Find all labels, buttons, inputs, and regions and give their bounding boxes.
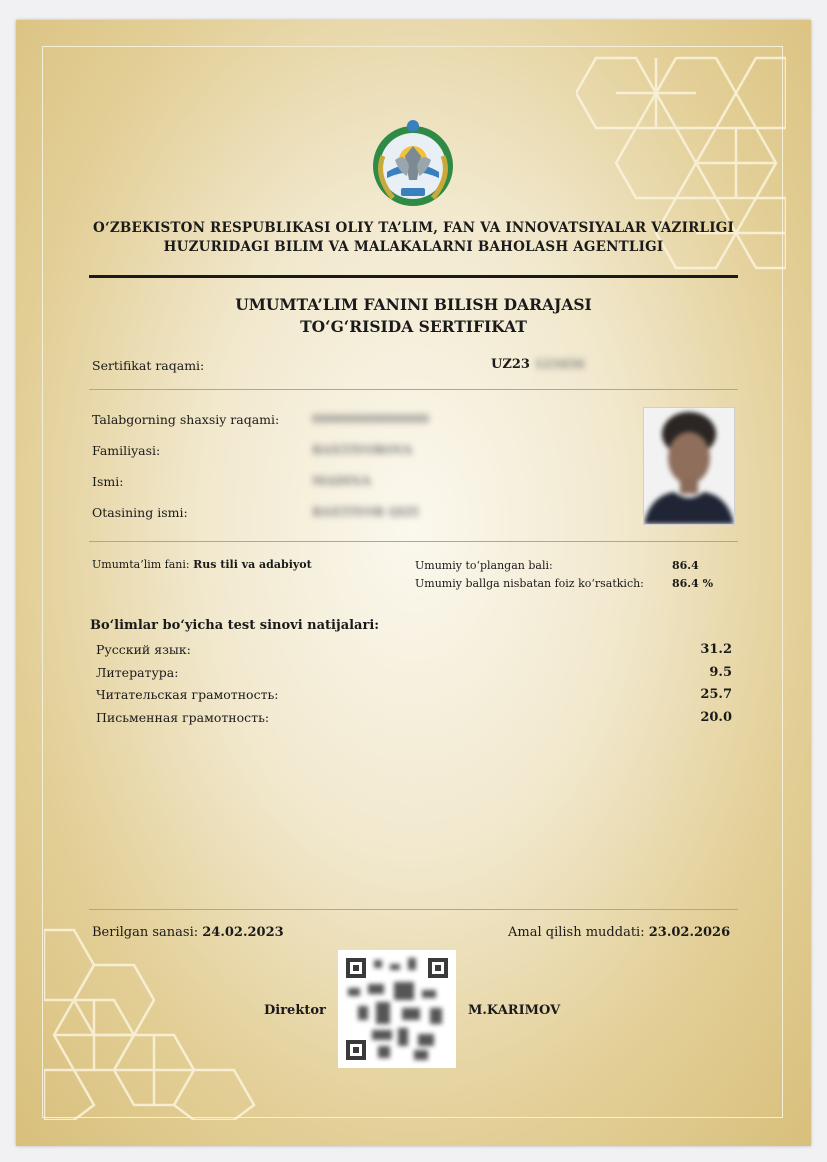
divider bbox=[89, 541, 738, 542]
issue-date bbox=[92, 925, 284, 940]
personal-id-label: Talabgorning shaxsiy raqami: bbox=[92, 412, 280, 427]
result-row-score: 25.7 bbox=[700, 687, 732, 702]
certificate-title-line-1: UMUMTA’LIM FANINI BILISH DARAJASI bbox=[235, 295, 592, 314]
first-name-value: MADINA bbox=[312, 474, 371, 488]
issue-date-label: Berilgan sanasi: bbox=[92, 925, 199, 940]
total-score-label: Umumiy to‘plangan bali: bbox=[415, 559, 553, 572]
subject-row bbox=[92, 558, 312, 571]
certificate-number-value: UZ23 bbox=[491, 357, 530, 372]
surname-label: Familiyasi: bbox=[92, 443, 161, 458]
subject-label: Umumta’lim fani: bbox=[92, 558, 190, 571]
percent-label: Umumiy ballga nisbatan foiz ko‘rsatkich: bbox=[415, 577, 644, 590]
certificate-title-line-2: TO‘G‘RISIDA SERTIFIKAT bbox=[300, 317, 527, 336]
ministry-line-1: O‘ZBEKISTON RESPUBLIKASI OLIY TA’LIM, FAN VA INNOVATSIYALAR VAZIRLIGI bbox=[93, 220, 734, 236]
percent-value: 86.4 % bbox=[672, 577, 714, 590]
personal-id-value: 00000000000000 bbox=[312, 412, 429, 426]
certificate-sheet bbox=[16, 20, 811, 1146]
valid-until bbox=[508, 925, 730, 940]
result-row-score: 31.2 bbox=[700, 642, 732, 657]
first-name-label: Ismi: bbox=[92, 474, 124, 489]
certificate-number bbox=[491, 357, 585, 372]
results-heading: Bo‘limlar bo‘yicha test sinovi natijalari: bbox=[90, 618, 380, 633]
result-row-name: Письменная грамотность: bbox=[96, 710, 270, 725]
total-score-value: 86.4 bbox=[672, 559, 699, 572]
divider bbox=[89, 389, 738, 390]
qr-code[interactable] bbox=[338, 950, 456, 1068]
surname-value: BAXTIYOROVA bbox=[312, 443, 413, 457]
issue-date-value: 24.02.2023 bbox=[202, 925, 284, 940]
divider bbox=[89, 909, 738, 910]
patronymic-value: BAXTIYOR QIZI bbox=[312, 505, 419, 519]
subject-value: Rus tili va adabiyot bbox=[193, 558, 312, 571]
patronymic-label: Otasining ismi: bbox=[92, 505, 188, 520]
ministry-line-2: HUZURIDAGI BILIM VA MALAKALARNI BAHOLASH AGENTLIGI bbox=[163, 239, 664, 255]
result-row-score: 20.0 bbox=[700, 710, 732, 725]
applicant-photo bbox=[643, 407, 735, 525]
result-row-score: 9.5 bbox=[709, 665, 732, 680]
result-row-name: Читательская грамотность: bbox=[96, 687, 279, 702]
state-emblem-icon bbox=[365, 116, 461, 212]
director-name: M.KARIMOV bbox=[468, 1003, 561, 1018]
certificate-number-redacted: 123456 bbox=[534, 357, 585, 371]
decorative-pattern-bottom-left bbox=[44, 910, 274, 1120]
valid-until-label: Amal qilish muddati: bbox=[508, 925, 645, 940]
valid-until-value: 23.02.2026 bbox=[648, 925, 731, 940]
result-row-name: Русский язык: bbox=[96, 642, 191, 657]
certificate-number-label: Sertifikat raqami: bbox=[92, 358, 205, 373]
header-divider bbox=[89, 275, 738, 278]
director-label: Direktor bbox=[264, 1003, 326, 1018]
result-row-name: Литература: bbox=[96, 665, 179, 680]
